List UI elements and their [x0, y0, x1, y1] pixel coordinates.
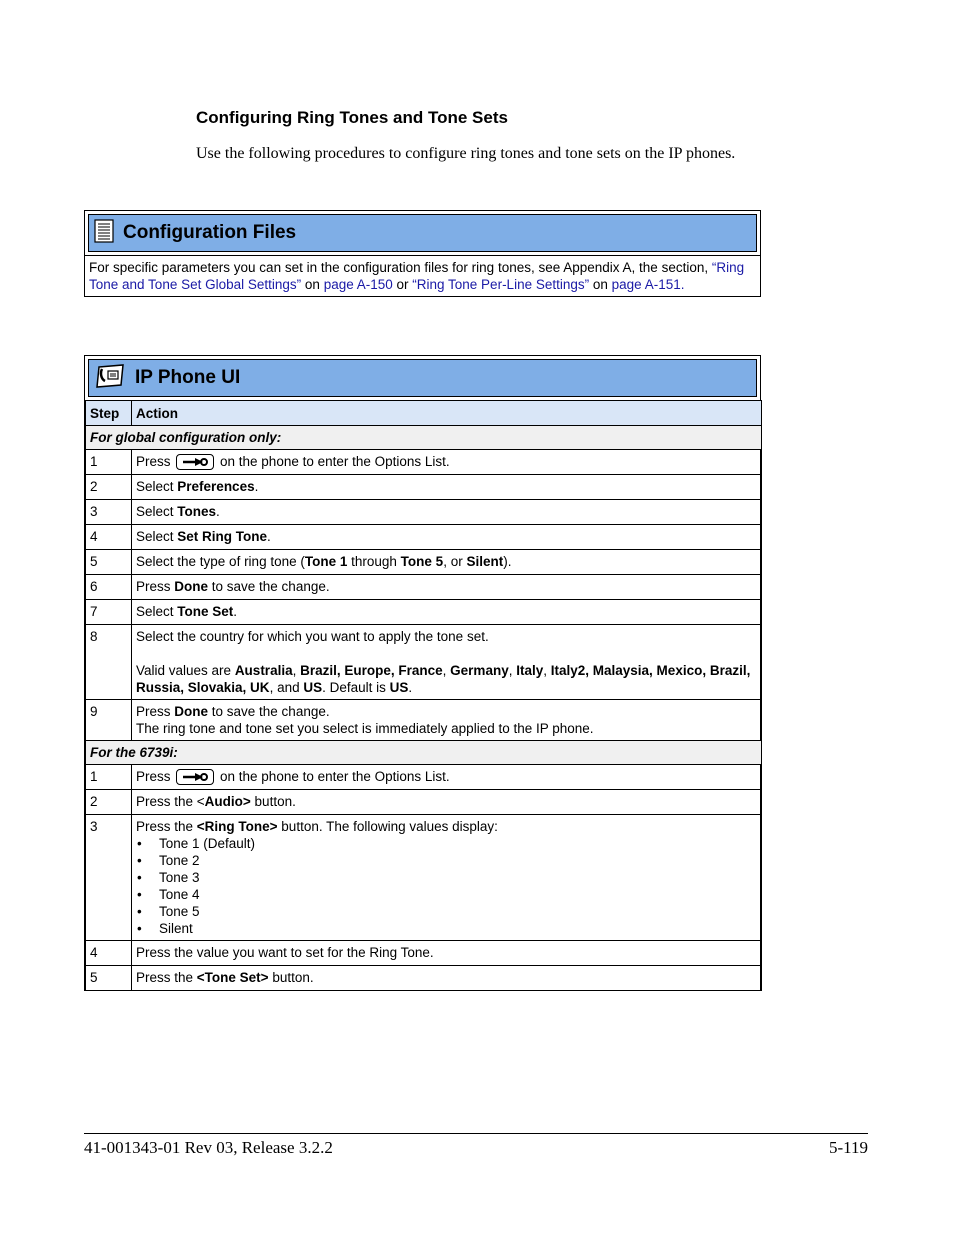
- col-step: Step: [86, 401, 132, 426]
- table-row: 1 Press on the phone to enter the Options List.: [86, 450, 762, 475]
- link-global-settings[interactable]: “Ring Tone and Tone Set Global Settings”: [89, 260, 745, 292]
- table-row: 4 Press the value you want to set for the Ring Tone.: [86, 941, 762, 966]
- config-files-box: [84, 210, 761, 297]
- link-page-a150[interactable]: page A-150: [323, 277, 393, 292]
- table-row: 3 Select Tones.: [86, 500, 762, 525]
- footer-rule: [84, 1133, 868, 1134]
- table-row: 5 Press the <Tone Set> button.: [86, 966, 762, 991]
- table-row: 4 Select Set Ring Tone.: [86, 525, 762, 550]
- list-item: • Tone 4: [136, 886, 757, 903]
- config-files-header: [88, 214, 757, 252]
- table-row: 8 Select the country for which you want to apply the tone set. Valid values are Australia, Brazil, Europe, France, Germany, Italy, Italy2, Malaysia, Mexico, Brazil, Russia, Slovakia, UK, and US. Default is US.: [86, 625, 762, 700]
- table-row: 1 Press on the phone to enter the Options List.: [86, 765, 762, 790]
- list-item: • Tone 5: [136, 903, 757, 920]
- col-action: Action: [132, 401, 762, 426]
- table-row: 6 Press Done to save the change.: [86, 575, 762, 600]
- config-files-text: For specific parameters you can set in the configuration files for ring tones, see Appendix A, the section, “Ring Tone and Tone Set Global Settings” on page A-150 or “Ring Tone Per-Line Settings” on page A-151.: [85, 255, 760, 297]
- ip-phone-ui-header: [88, 359, 757, 397]
- intro-paragraph: Use the following procedures to configure ring tones and tone sets on the IP phones.: [196, 145, 736, 162]
- ring-tone-list: [136, 835, 757, 937]
- table-row: 2 Press the <Audio> button.: [86, 790, 762, 815]
- ip-phone-ui-box: [84, 355, 761, 991]
- footer-page-number: 5-119: [828, 1138, 868, 1157]
- section-row-global: For global configuration only:: [86, 426, 762, 450]
- table-row: 7 Select Tone Set.: [86, 600, 762, 625]
- table-header: [86, 401, 762, 426]
- list-item: • Tone 3: [136, 869, 757, 886]
- link-per-line-settings[interactable]: “Ring Tone Per-Line Settings”: [412, 277, 590, 292]
- options-key-icon: [176, 454, 214, 470]
- table-row: 2 Select Preferences.: [86, 475, 762, 500]
- section-row-6739i: For the 6739i:: [86, 741, 762, 765]
- list-item: • Tone 1 (Default): [136, 835, 757, 852]
- document-icon: [93, 219, 115, 248]
- table-row: 3 Press the <Ring Tone> button. The following values display: • Tone 1 (Default) • Tone 2 • Tone 3 • Tone 4 • Tone 5 • Silent: [86, 815, 762, 941]
- phone-icon: [93, 363, 127, 394]
- table-row: 5 Select the type of ring tone (Tone 1 through Tone 5, or Silent).: [86, 550, 762, 575]
- list-item: • Tone 2: [136, 852, 757, 869]
- ip-phone-ui-title: IP Phone UI: [135, 367, 241, 388]
- link-page-a151[interactable]: page A-151: [611, 277, 681, 292]
- section-heading: Configuring Ring Tones and Tone Sets: [196, 108, 508, 127]
- footer-doc-id: 41-001343-01 Rev 03, Release 3.2.2: [84, 1138, 333, 1157]
- table-row: 9 Press Done to save the change. The ring tone and tone set you select is immediately applied to the IP phone.: [86, 700, 762, 741]
- procedure-table: [85, 400, 762, 991]
- config-files-title: Configuration Files: [123, 222, 297, 243]
- options-key-icon: [176, 769, 214, 785]
- list-item: • Silent: [136, 920, 757, 937]
